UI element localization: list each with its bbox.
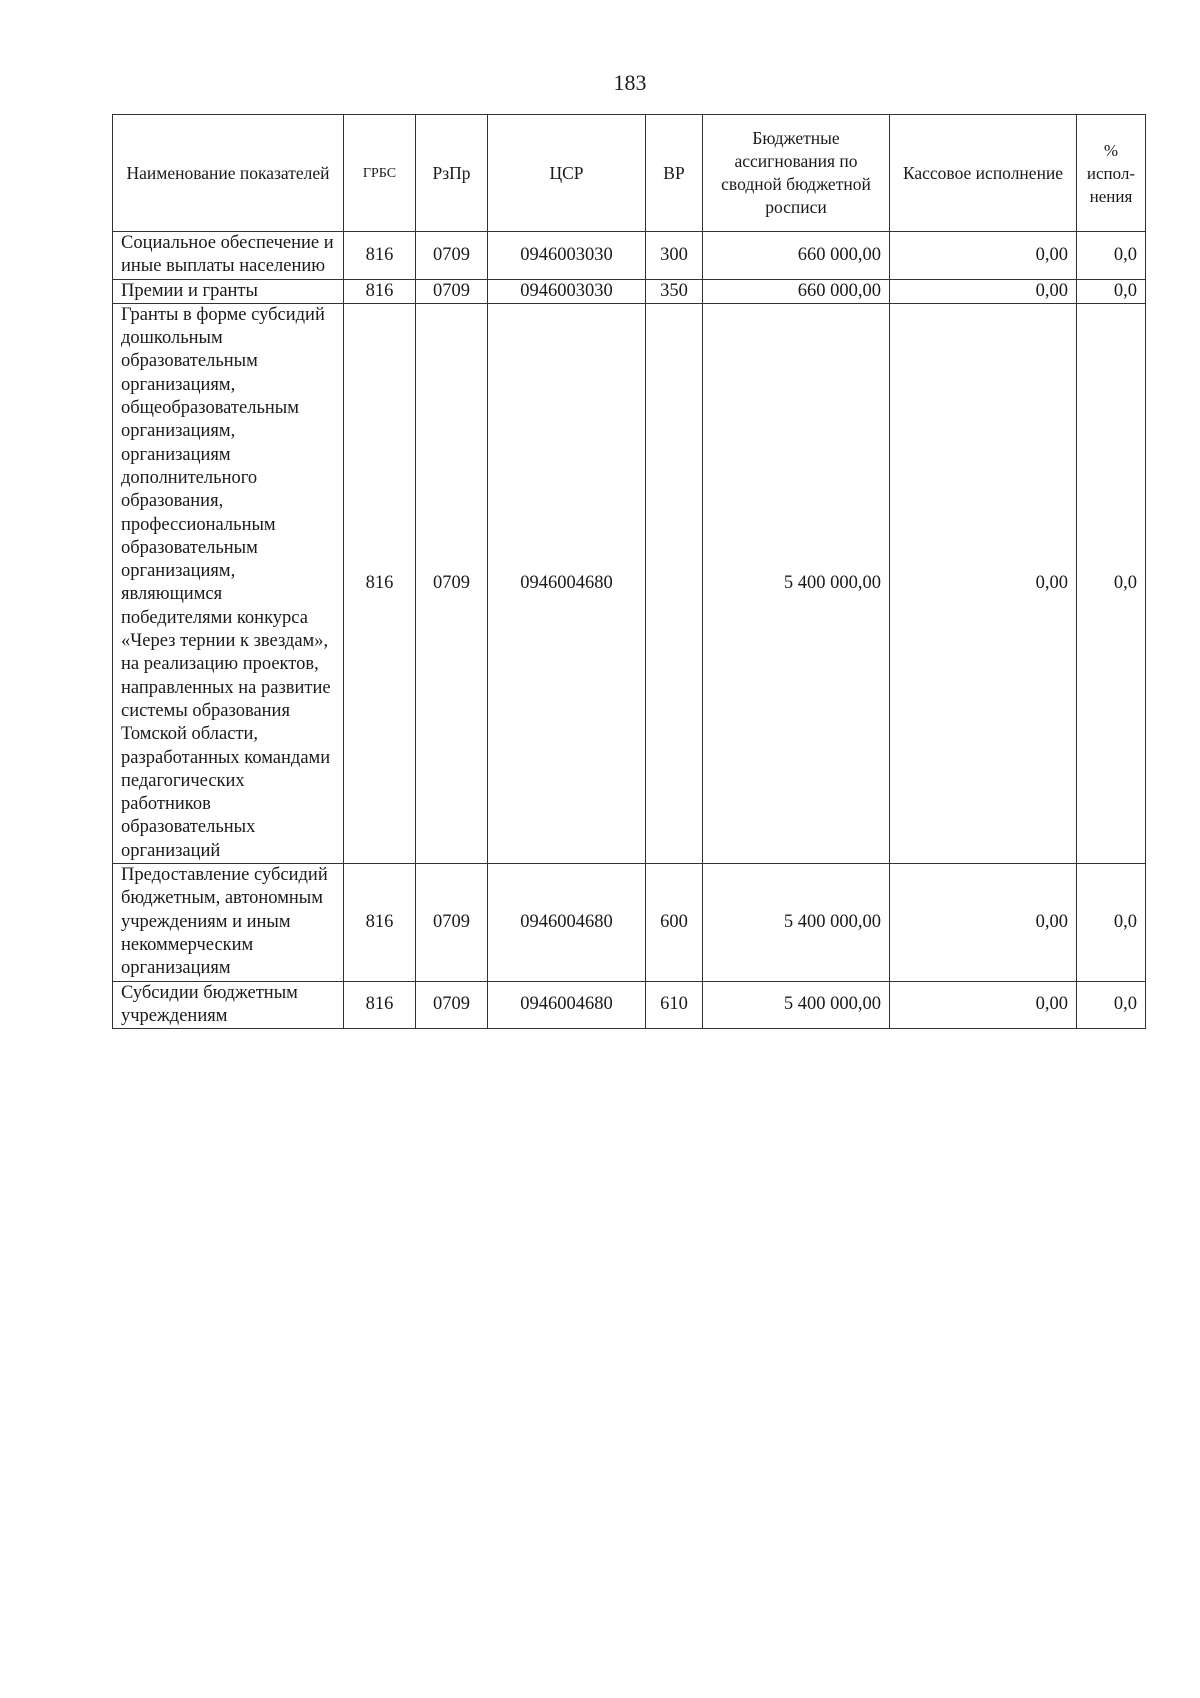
row-rzpr: 0709 — [416, 232, 488, 280]
row-percent: 0,0 — [1077, 981, 1146, 1029]
row-budget: 660 000,00 — [703, 279, 890, 303]
row-budget: 5 400 000,00 — [703, 303, 890, 863]
row-name: Предоставление субсидий бюджетным, автономным учреждениям и иным некоммерческим организациям — [113, 864, 344, 981]
row-vr: 350 — [646, 279, 703, 303]
row-cash: 0,00 — [890, 981, 1077, 1029]
row-csr: 0946003030 — [488, 232, 646, 280]
row-cash: 0,00 — [890, 279, 1077, 303]
row-csr: 0946004680 — [488, 303, 646, 863]
row-cash: 0,00 — [890, 303, 1077, 863]
row-name: Гранты в форме субсидий дошкольным образовательным организациям, общеобразовательным организациям, организациям дополнительного образования, профессиональным образовательным организациям, являющимся победителями конкурса «Через тернии к звездам», на реализацию проектов, направленных на развитие системы образования Томской области, разработанных командами педагогических работников образовательных организаций — [113, 303, 344, 863]
page-number: 183 — [613, 70, 647, 95]
header-cash: Кассовое исполнение — [890, 115, 1077, 232]
header-csr: ЦСР — [488, 115, 646, 232]
row-vr: 300 — [646, 232, 703, 280]
row-vr: 600 — [646, 864, 703, 981]
header-name: Наименование показателей — [113, 115, 344, 232]
row-grbs: 816 — [344, 981, 416, 1029]
row-grbs: 816 — [344, 232, 416, 280]
row-vr: 610 — [646, 981, 703, 1029]
row-vr — [646, 303, 703, 863]
row-budget: 660 000,00 — [703, 232, 890, 280]
row-percent: 0,0 — [1077, 303, 1146, 863]
row-rzpr: 0709 — [416, 303, 488, 863]
row-csr: 0946003030 — [488, 279, 646, 303]
header-percent: % испол-нения — [1077, 115, 1146, 232]
header-vr: ВР — [646, 115, 703, 232]
table-row — [113, 303, 1146, 863]
table-row — [113, 279, 1146, 303]
row-name: Премии и гранты — [113, 279, 344, 303]
row-csr: 0946004680 — [488, 981, 646, 1029]
row-grbs: 816 — [344, 864, 416, 981]
row-name: Субсидии бюджетным учреждениям — [113, 981, 344, 1029]
row-percent: 0,0 — [1077, 232, 1146, 280]
table-header-row — [113, 115, 1146, 232]
header-rzpr: РзПр — [416, 115, 488, 232]
budget-execution-table — [112, 114, 1146, 1029]
header-budget: Бюджетные ассигнования по сводной бюджетной росписи — [703, 115, 890, 232]
row-percent: 0,0 — [1077, 864, 1146, 981]
row-budget: 5 400 000,00 — [703, 864, 890, 981]
row-csr: 0946004680 — [488, 864, 646, 981]
row-percent: 0,0 — [1077, 279, 1146, 303]
row-rzpr: 0709 — [416, 279, 488, 303]
row-grbs: 816 — [344, 303, 416, 863]
row-cash: 0,00 — [890, 864, 1077, 981]
header-grbs: ГРБС — [344, 115, 416, 232]
row-name: Социальное обеспечение и иные выплаты населению — [113, 232, 344, 280]
row-rzpr: 0709 — [416, 981, 488, 1029]
table-row — [113, 864, 1146, 981]
table-row — [113, 232, 1146, 280]
table-row — [113, 981, 1146, 1029]
row-rzpr: 0709 — [416, 864, 488, 981]
row-budget: 5 400 000,00 — [703, 981, 890, 1029]
row-grbs: 816 — [344, 279, 416, 303]
row-cash: 0,00 — [890, 232, 1077, 280]
